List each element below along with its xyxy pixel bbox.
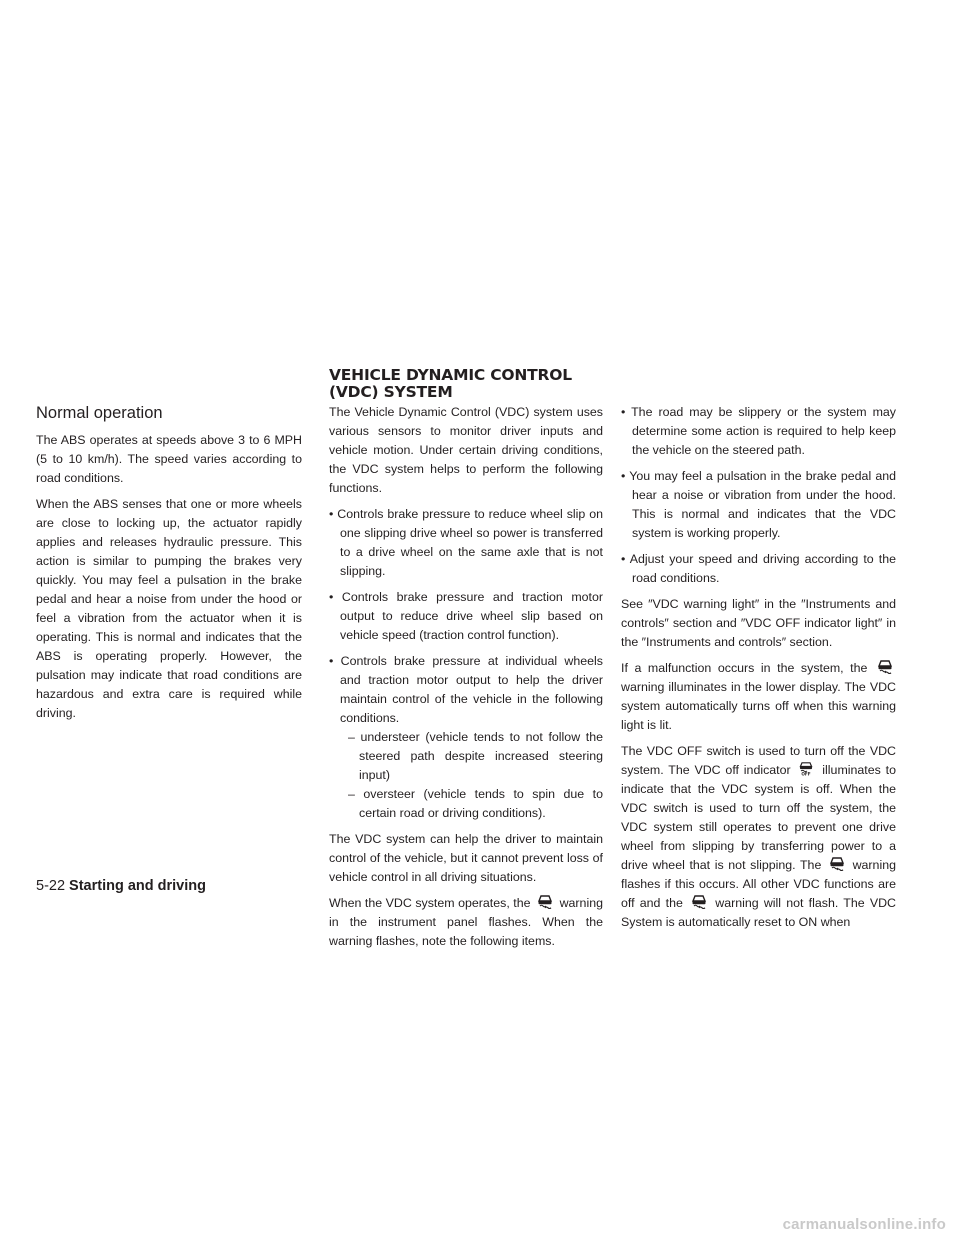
section-name: Starting and driving bbox=[69, 878, 206, 894]
page-footer bbox=[36, 877, 206, 895]
paragraph: See ″VDC warning light″ in the ″Instruments and controls″ section and ″VDC OFF indicator light″ in the ″Instruments and controls″ section. bbox=[621, 597, 896, 649]
vdc-off-icon-label: OFF bbox=[801, 771, 812, 776]
list-item: • You may feel a pulsation in the brake pedal and hear a noise or vibration from under the hood. This is normal and indicates that the VDC system is working properly. bbox=[621, 469, 896, 540]
text-run: If a malfunction occurs in the system, the bbox=[621, 661, 868, 675]
list-item: • Controls brake pressure and traction motor output to reduce drive wheel slip based on vehicle speed (traction control function). bbox=[329, 590, 603, 642]
paragraph-malfunction bbox=[621, 659, 896, 735]
section-heading-vdc: VEHICLE DYNAMIC CONTROL (VDC) SYSTEM bbox=[329, 366, 572, 401]
vdc-warning-icon bbox=[536, 895, 554, 909]
paragraph-vdc-warning bbox=[329, 894, 603, 951]
section-heading-normal-operation: Normal operation bbox=[36, 404, 163, 422]
text-run: The VDC OFF switch is used to turn off the VDC system. The VDC off indicator bbox=[621, 744, 896, 777]
paragraph: The VDC system can help the driver to maintain control of the vehicle, but it cannot prevent loss of vehicle control in all driving situations. bbox=[329, 832, 603, 884]
right-column bbox=[621, 403, 896, 939]
list-item: • Controls brake pressure to reduce wheel slip on one slipping drive wheel so power is transferred to a drive wheel on the same axle that is not slipping. bbox=[329, 507, 603, 578]
sub-list-item: – understeer (vehicle tends to not follow the steered path despite increased steering input) bbox=[348, 730, 603, 782]
list-item: • The road may be slippery or the system may determine some action is required to help keep the vehicle on the steered path. bbox=[621, 405, 896, 457]
text-run: warning flashes if this occurs. All other VDC functions are off and the bbox=[621, 858, 896, 910]
text-run: warning in the instrument panel flashes. When the warning flashes, note the following items. bbox=[329, 896, 603, 948]
text-run: illuminates to indicate that the VDC system is off. When the VDC switch is used to turn off the system, the VDC system still operates to prevent one drive wheel from slipping by transferring power to a drive wheel that is not slipping. The bbox=[621, 763, 896, 872]
middle-column bbox=[329, 403, 603, 958]
list-item: • Adjust your speed and driving according to the road conditions. bbox=[621, 552, 896, 585]
text-run: warning illuminates in the lower display. The VDC system automatically turns off when this warning light is lit. bbox=[621, 680, 896, 732]
paragraph: The Vehicle Dynamic Control (VDC) system uses various sensors to monitor driver inputs and vehicle motion. Under certain driving conditions, the VDC system helps to perform the following functions. bbox=[329, 405, 603, 495]
paragraph-vdc-off bbox=[621, 742, 896, 932]
page-number: 5-22 bbox=[36, 878, 66, 894]
left-column bbox=[36, 431, 302, 730]
sub-list-item: – oversteer (vehicle tends to spin due to certain road or driving conditions). bbox=[348, 787, 603, 820]
vdc-warning-icon bbox=[690, 895, 708, 909]
list-item: • Controls brake pressure at individual wheels and traction motor output to help the driver maintain control of the vehicle in the following conditions. bbox=[329, 654, 603, 725]
paragraph: The ABS operates at speeds above 3 to 6 MPH (5 to 10 km/h). The speed varies according to road conditions. bbox=[36, 433, 302, 485]
watermark: carmanualsonline.info bbox=[782, 1216, 946, 1233]
text-run: When the VDC system operates, the bbox=[329, 896, 531, 910]
paragraph: When the ABS senses that one or more wheels are close to locking up, the actuator rapidly applies and releases hydraulic pressure. This action is similar to pumping the brakes very quickly. You may feel a pulsation in the brake pedal and hear a noise from under the hood or feel a vibration from the actuator when it is operating. This is normal and indicates that the ABS is operating properly. However, the pulsation may indicate that road conditions are hazardous and extra care is required while driving. bbox=[36, 497, 302, 720]
vdc-warning-icon bbox=[828, 857, 846, 871]
vdc-warning-icon bbox=[876, 660, 894, 674]
vdc-off-indicator-icon bbox=[797, 762, 815, 776]
text-run: warning will not flash. The VDC System is automatically reset to ON when bbox=[621, 896, 896, 929]
